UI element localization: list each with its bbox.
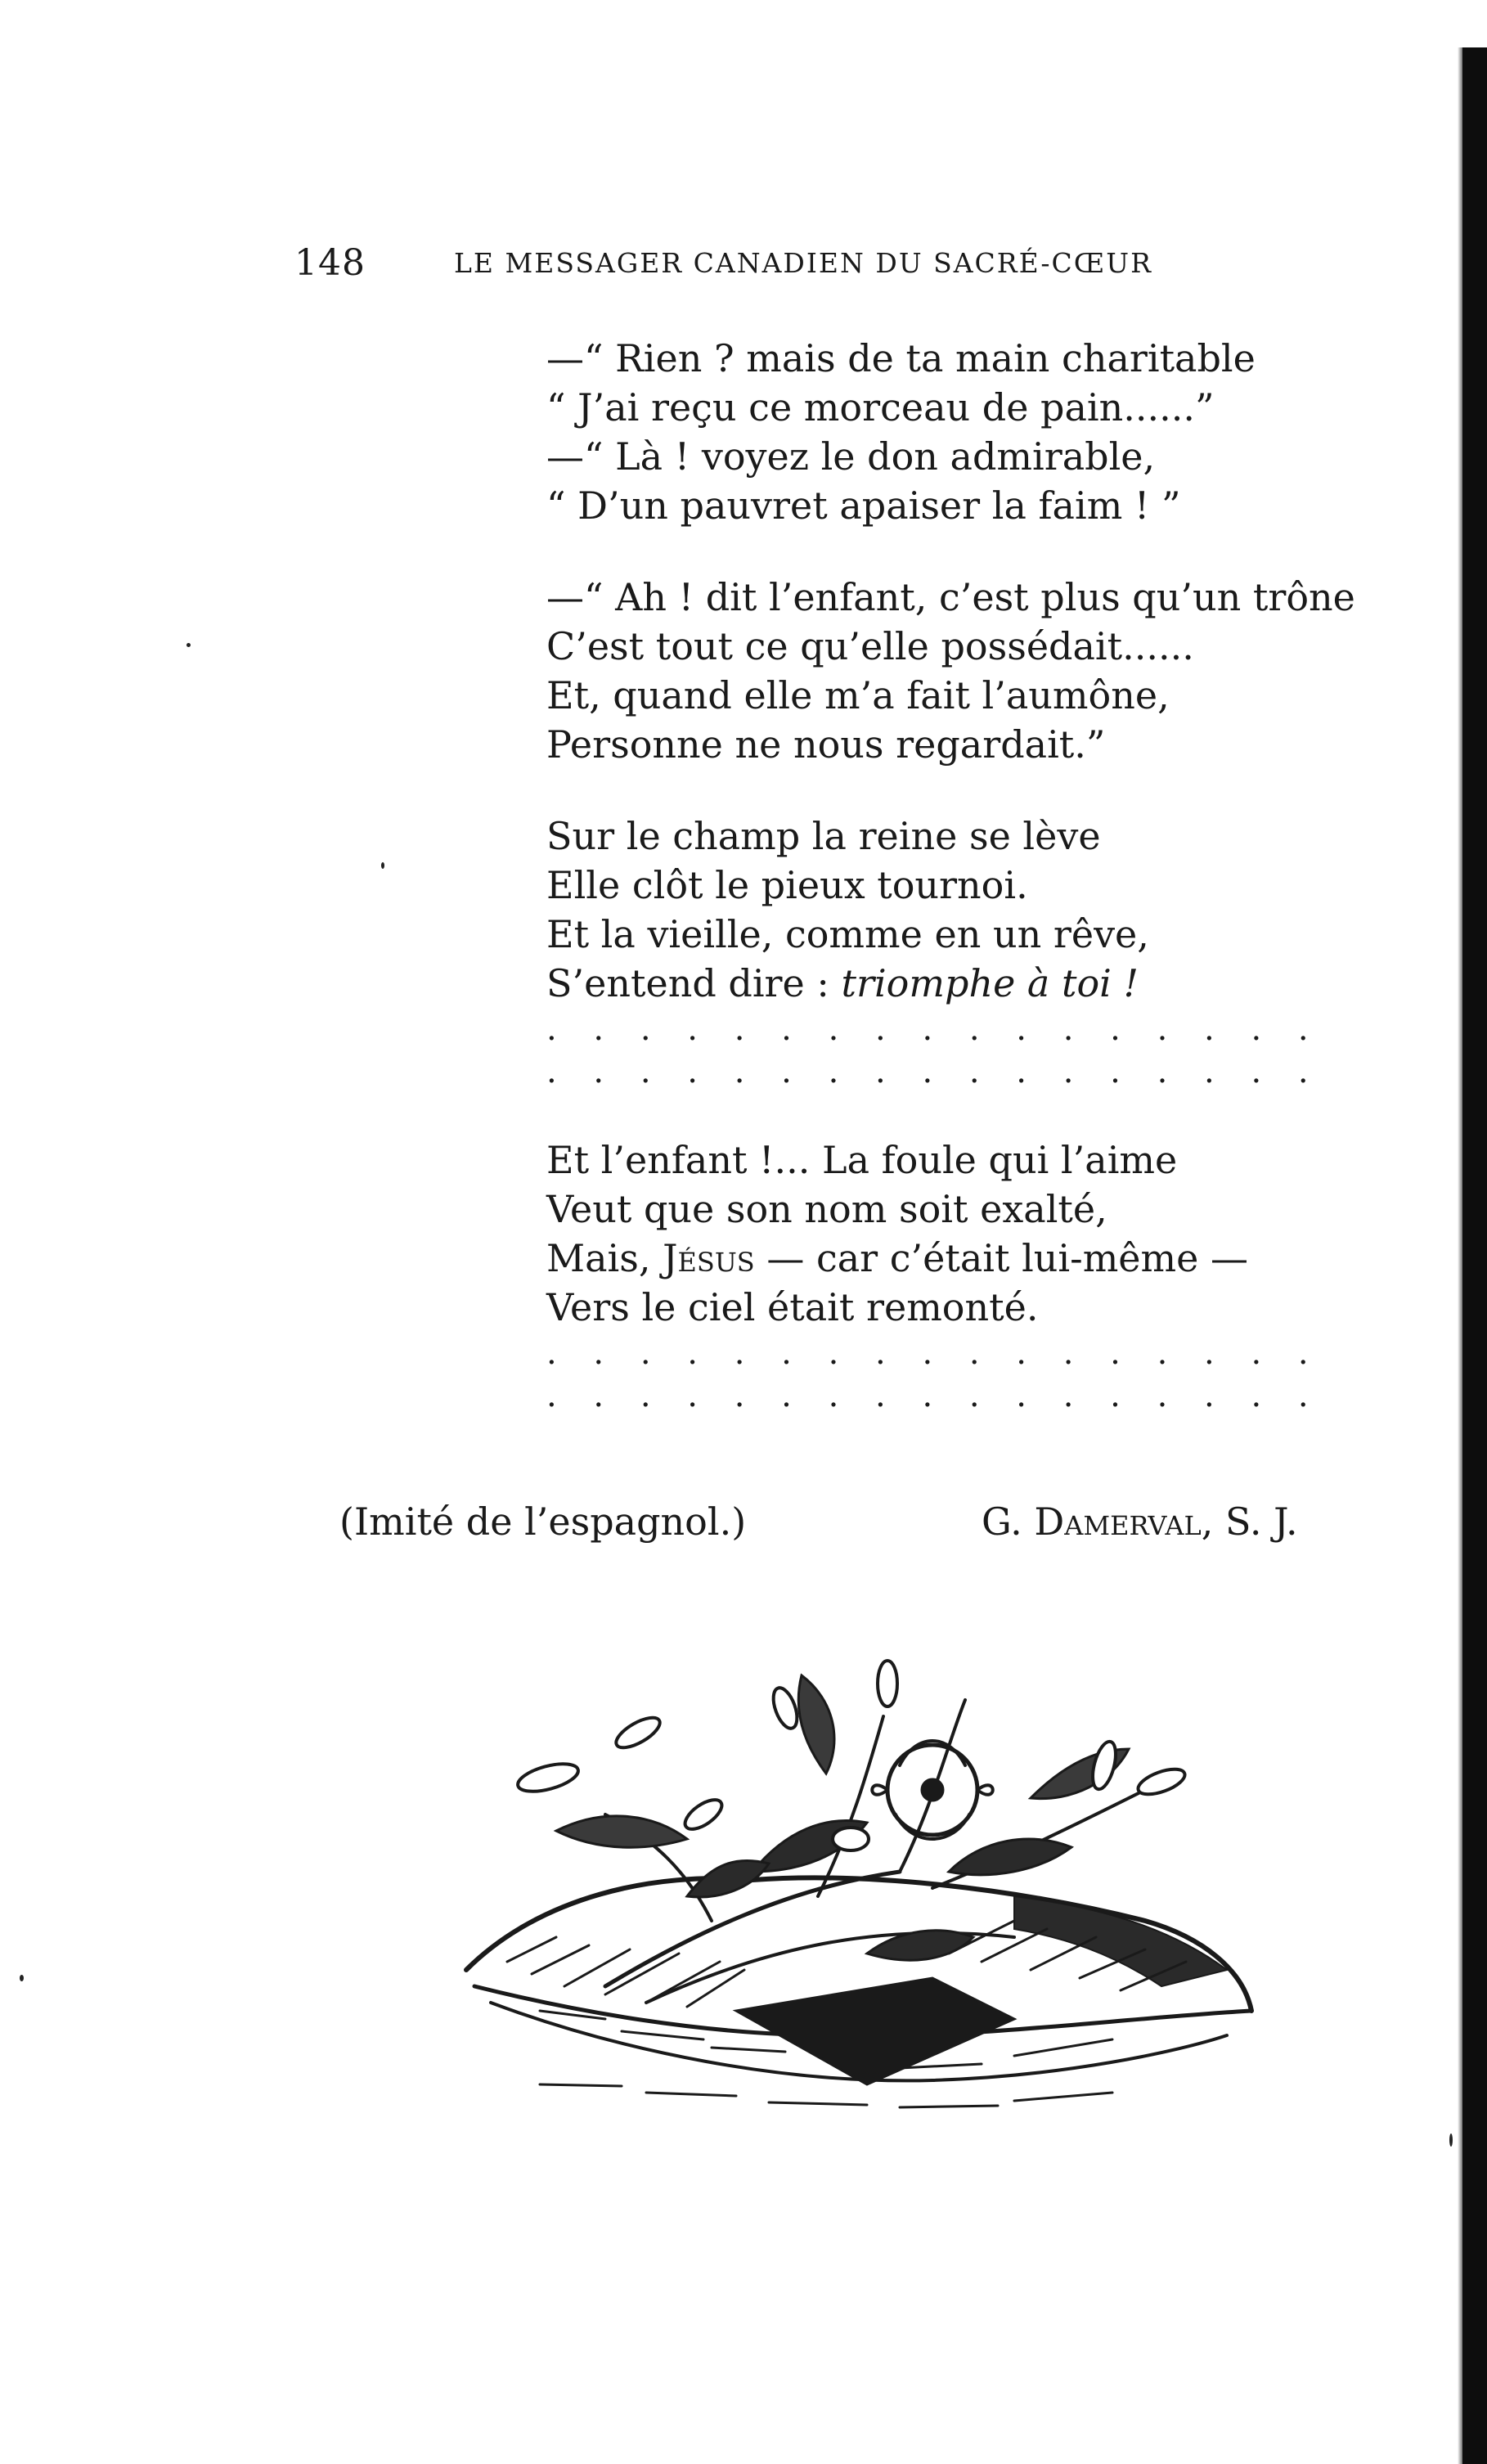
attribution (339, 1495, 1362, 1548)
stanza-2 (546, 573, 1389, 769)
poem-line: “ J’ai reçu ce morceau de pain......” (546, 385, 1215, 429)
poem-line: Personne ne nous regardait.” (546, 722, 1106, 767)
ellipsis-row: . . . . . . . . . . . . . . . . . (546, 1053, 1322, 1090)
scan-speck (381, 862, 384, 869)
poem-line: Veut que son nom soit exalté, (546, 1187, 1107, 1231)
poem-line: Sur le champ la reine se lève (546, 814, 1101, 858)
poem-line-text: S’entend dire : (546, 961, 842, 1005)
scan-speck (1449, 2134, 1453, 2147)
author-signature: G. Damerval, S. J. (982, 1500, 1298, 1544)
small-caps-name: Jésus (663, 1236, 755, 1280)
poem-line-text: Mais, (546, 1236, 663, 1280)
poem-line: —“ Ah ! dit l’enfant, c’est plus qu’un trône (546, 575, 1355, 619)
source-note: (Imité de l’espagnol.) (339, 1500, 747, 1544)
flower-vignette-illustration (442, 1626, 1276, 2117)
stanza-gap (546, 1093, 1389, 1135)
page-number: 148 (294, 242, 366, 284)
poem-line: “ D’un pauvret apaiser la faim ! ” (546, 483, 1181, 528)
poem-line (546, 959, 1389, 1008)
scan-speck (20, 1975, 24, 1981)
poem-line: Et la vieille, comme en un rêve, (546, 912, 1149, 956)
ellipsis-row: . . . . . . . . . . . . . . . . . (546, 1377, 1322, 1414)
stanza-gap (546, 769, 1389, 812)
poem-line: Et, quand elle m’a fait l’aumône, (546, 673, 1170, 717)
italic-phrase: triomphe à toi ! (841, 961, 1139, 1005)
poem (546, 334, 1389, 1417)
ellipsis-row: . . . . . . . . . . . . . . . . . (546, 1010, 1322, 1048)
poem-line: Elle clôt le pieux tournoi. (546, 863, 1028, 907)
poem-line: C’est tout ce qu’elle possédait...... (546, 624, 1194, 668)
stanza-1 (546, 334, 1389, 530)
running-head: LE MESSAGER CANADIEN DU SACRÉ-CŒUR (454, 247, 1152, 279)
poem-line: Et l’enfant !... La foule qui l’aime (546, 1138, 1178, 1182)
poem-line: —“ Là ! voyez le don admirable, (546, 434, 1156, 479)
ellipsis-row: . . . . . . . . . . . . . . . . . (546, 1334, 1322, 1372)
page-header (294, 242, 1309, 291)
poem-line: Vers le ciel était remonté. (546, 1285, 1039, 1329)
scan-page-edge (1462, 47, 1487, 2464)
poem-line-text: — car c’était lui-même — (754, 1236, 1248, 1280)
poem-line (546, 1234, 1389, 1283)
scan-speck (186, 643, 191, 647)
stanza-gap (546, 530, 1389, 573)
stanza-4 (546, 1135, 1389, 1417)
poem-line: —“ Rien ? mais de ta main charitable (546, 336, 1256, 380)
stanza-3 (546, 812, 1389, 1093)
